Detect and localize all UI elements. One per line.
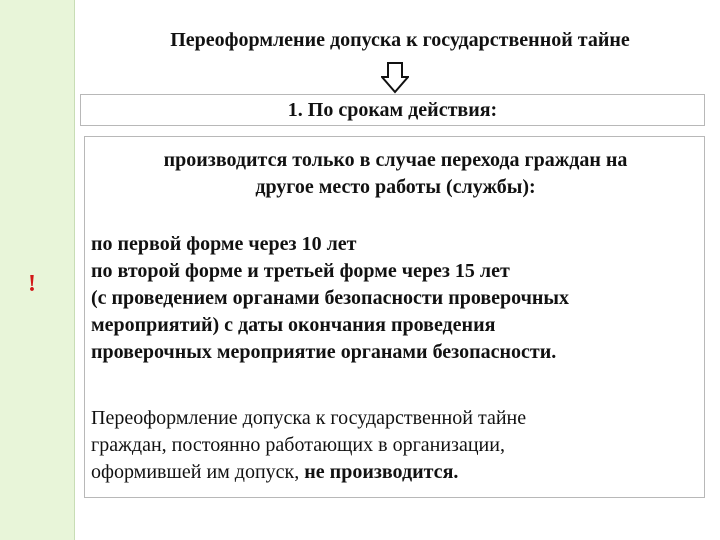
- exclamation-mark: !: [28, 271, 36, 297]
- left-decorative-strip: [0, 0, 75, 540]
- term-line: мероприятий) с даты окончания проведения: [91, 314, 496, 336]
- note-emphasis: не производится.: [304, 461, 459, 483]
- intro-line: другое место работы (службы):: [255, 176, 536, 198]
- note-line: граждан, постоянно работающих в организации,: [91, 434, 505, 456]
- term-line: по второй форме и третьей форме через 15 лет: [91, 260, 510, 282]
- note-line: [91, 459, 691, 486]
- content-box: [84, 136, 705, 498]
- term-line: (с проведением органами безопасности проверочных: [91, 287, 570, 309]
- note-line: Переоформление допуска к государственной тайне: [91, 407, 527, 429]
- intro-text: [95, 147, 696, 201]
- period-heading-box: 1. По срокам действия:: [80, 94, 705, 126]
- term-line: по первой форме через 10 лет: [91, 233, 357, 255]
- term-line: проверочных мероприятие органами безопасности.: [91, 341, 557, 363]
- note-line-prefix: оформившей им допуск,: [91, 461, 305, 483]
- down-arrow-icon: [381, 62, 409, 94]
- intro-line: производится только в случае перехода граждан на: [163, 149, 628, 171]
- terms-list: [91, 231, 691, 366]
- page-title: Переоформление допуска к государственной тайне: [170, 29, 630, 51]
- note-paragraph: [91, 405, 691, 486]
